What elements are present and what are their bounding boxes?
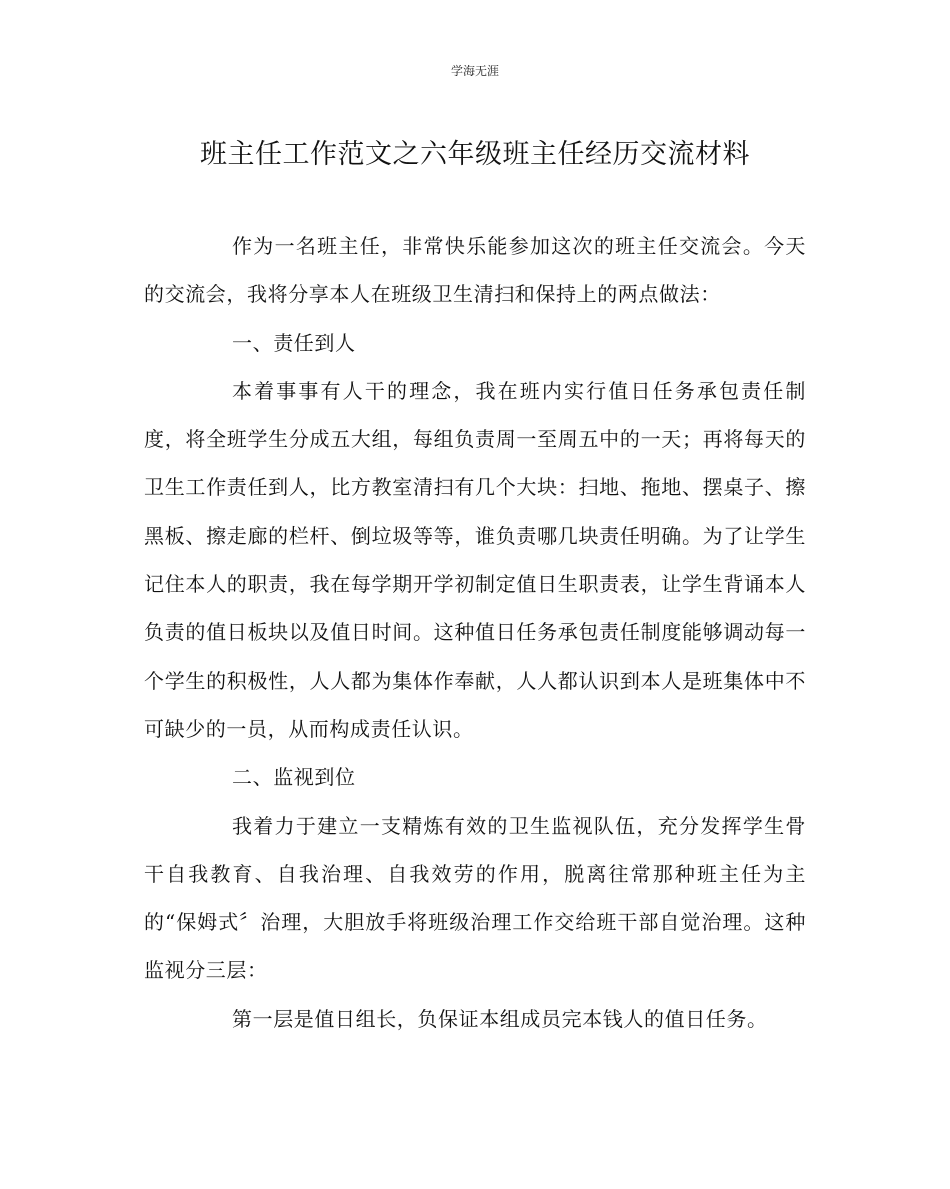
paragraph-supervision: 我着力于建立一支精炼有效的卫生监视队伍，充分发挥学生骨干自我教育、自我治理、自我效劳的作用，脱离往常那种班主任为主的“保姆式〞治理，大胆放手将班级治理工作交给班干部自觉治理。这种监视分三层： [144,813,806,983]
paragraph-intro: 作为一名班主任，非常快乐能参加这次的班主任交流会。今天的交流会，我将分享本人在班级卫生清扫和保持上的两点做法： [144,234,806,307]
page-header: 学海无涯 [450,64,499,78]
section-heading-1: 一、责任到人 [232,330,356,355]
document-title: 班主任工作范文之六年级班主任经历交流材料 [200,139,750,170]
paragraph-first-layer: 第一层是值日组长，负保证本组成员完本钱人的值日任务。 [232,1006,768,1031]
paragraph-responsibility: 本着事事有人干的理念，我在班内实行值日任务承包责任制度，将全班学生分成五大组，每组负责周一至周五中的一天；再将每天的卫生工作责任到人，比方教室清扫有几个大块：扫地、拖地、摆桌子、擦黑板、擦走廊的栏杆、倒垃圾等等，谁负责哪几块责任明确。为了让学生记住本人的职责，我在每学期开学初制定值日生职责表，让学生背诵本人负责的值日板块以及值日时间。这种值日任务承包责任制度能够调动每一个学生的积极性，人人都为集体作奉献，人人都认识到本人是班集体中不可缺少的一员，从而构成责任认识。 [144,378,806,741]
section-heading-2: 二、监视到位 [232,765,356,790]
document-body [144,222,806,1043]
